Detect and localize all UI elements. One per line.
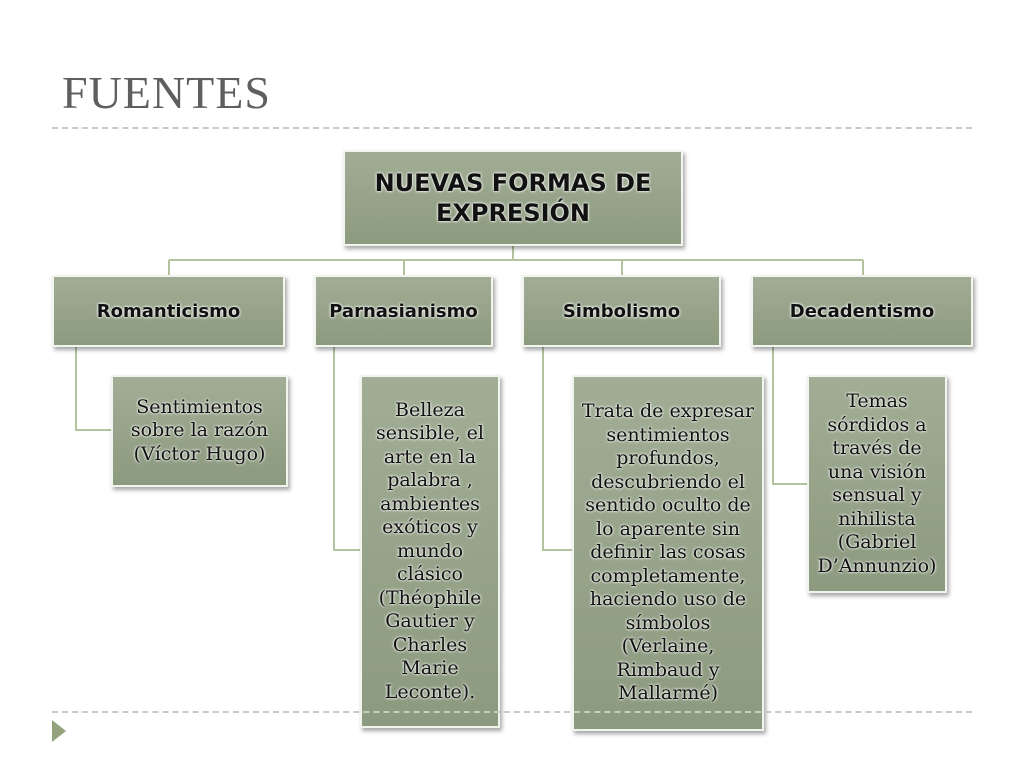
detail-simbolismo — [572, 375, 764, 731]
category-label: Parnasianismo — [329, 300, 478, 322]
slide-title: FUENTES — [62, 67, 271, 118]
elbow-parnasianismo — [334, 347, 360, 550]
detail-text: Trata de expresar sentimientos profundos, descubriendo el sentido oculto de lo aparente sin definir las cosas completamente, haciendo uso de símbolos (Verlaine, Rimbaud y Mallarmé) — [581, 400, 755, 705]
detail-romanticismo — [111, 375, 288, 487]
play-arrow-icon — [52, 720, 66, 742]
category-decadentismo — [751, 275, 973, 347]
elbow-romanticismo — [76, 347, 111, 430]
category-label: Simbolismo — [562, 300, 681, 322]
category-label: Romanticismo — [96, 300, 241, 322]
category-romanticismo — [52, 275, 285, 347]
category-parnasianismo — [314, 275, 493, 347]
elbow-simbolismo — [543, 347, 572, 550]
elbow-decadentismo — [773, 347, 807, 484]
detail-text: Temas sórdidos a través de una visión sensual y nihilista (Gabriel D’Annunzio) — [817, 390, 937, 577]
detail-decadentismo — [807, 375, 947, 593]
detail-text: Belleza sensible, el arte en la palabra , ambientes exóticos y mundo clásico (Théophile Gautier y Charles Marie Leconte). — [376, 398, 484, 703]
root-node — [343, 150, 683, 246]
bottom-divider — [52, 711, 972, 713]
root-label: NUEVAS FORMAS DE EXPRESIÓN — [374, 169, 652, 227]
category-label: Decadentismo — [789, 300, 935, 322]
detail-parnasianismo — [360, 375, 500, 728]
category-simbolismo — [522, 275, 721, 347]
detail-text: Sentimientos sobre la razón (Víctor Hugo) — [130, 395, 269, 465]
